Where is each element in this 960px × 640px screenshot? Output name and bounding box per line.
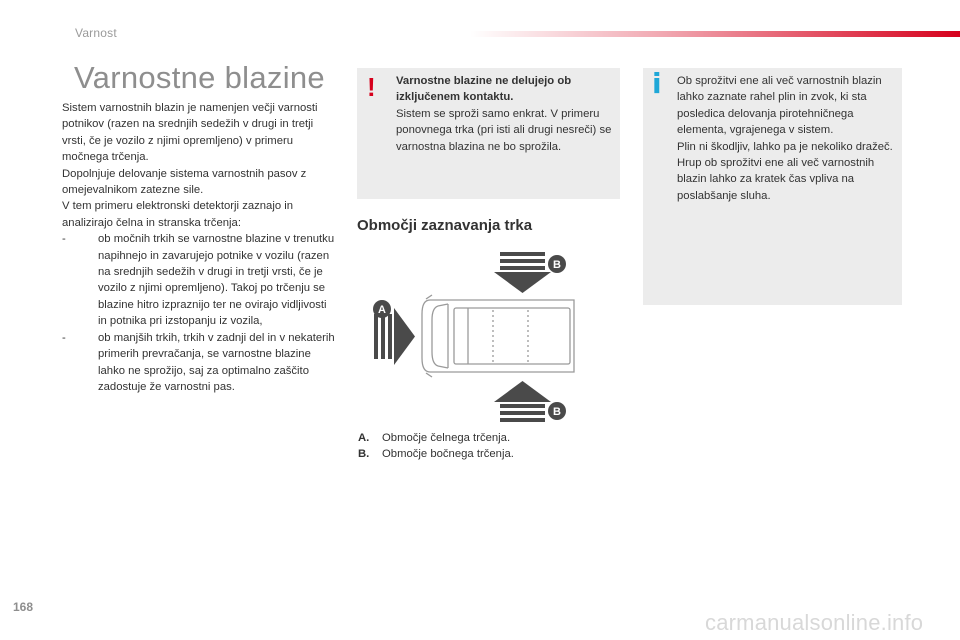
page-title: Varnostne blazine [74,60,325,95]
label-badge-b-top [548,255,566,273]
side-impact-arrow-top [494,252,551,293]
bullet-dash: - [62,331,66,344]
label-b-bottom: B [553,406,561,418]
warning-body: Sistem se sproži samo enkrat. V primeru ponovnega trka (pri isti ali drugi nesreči) se varnostna blazina ne bo sprožila. [396,107,612,153]
page-number: 168 [13,600,34,614]
legend-item [358,446,618,462]
bullet-text: ob močnih trkih se varnostne blazine v trenutku napihnejo in zavarujejo potnike v vozilu (razen na srednjih sedežih v drugi in tretji vrsti, če je vozilo z njimi opremljeno). Takoj po trčenju se blazine hitro izpraznijo ter ne ovirajo vidljivosti in potnika pri izstopanju iz vozila, [98,233,335,328]
label-badge-a [373,300,391,318]
header-rule [470,31,960,37]
bullet-item [62,231,337,329]
intro-paragraph: Sistem varnostnih blazin je namenjen večji varnosti potnikov (razen na srednjih sedežih v drugi in tretji vrsti, če je vozilo z njimi opremljeno) v primeru močnega trčenja. [62,102,318,164]
label-badge-b-bottom [548,402,566,420]
info-icon: i [652,67,662,100]
intro-text [62,100,337,395]
legend-key: A. [358,432,370,444]
info-paragraph: Plin ni škodljiv, lahko pa je nekoliko dražeč. [677,140,893,153]
label-a: A [378,304,386,316]
bullet-item [62,330,337,396]
intro-paragraph: Dopolnjuje delovanje sistema varnostnih pasov z omejevalnikom zatezne sile. [62,167,307,197]
side-impact-arrow-bottom [494,381,551,422]
info-paragraph: Ob sprožitvi ene ali več varnostnih blazin lahko zaznate rahel plin in zvok, ki sta posledica delovanja pirotehničnega elementa, vgrajenega v sistem. [677,75,882,137]
bullet-text: ob manjših trkih, trkih v zadnji del in v nekaterih primerih prevračanja, se varnostne blazine lahko ne sprožijo, saj za optimalno zaščito zadostuje že varnostni pas. [98,331,335,393]
legend-text: Območje čelnega trčenja. [382,432,511,444]
bullet-dash: - [62,233,66,246]
info-paragraph: Hrup ob sprožitvi ene ali več varnostnih blazin lahko za kratek čas vpliva na poslabšanje sluha. [677,157,875,202]
info-text [677,73,897,204]
watermark: carmanualsonline.info [705,610,924,635]
intro-paragraph: V tem primeru elektronski detektorji zaznajo in analizirajo čelna in stranska trčenja: [62,200,294,229]
collision-zones-diagram [368,248,578,426]
section-label: Varnost [75,26,117,40]
exclamation-icon: ! [367,72,376,102]
warning-title: Varnostne blazine ne delujejo ob izključenem kontaktu. [396,75,572,104]
legend-item [358,430,618,446]
diagram-legend [358,430,618,463]
legend-key: B. [358,448,370,461]
legend-text: Območje bočnega trčenja. [382,448,514,461]
van-top-view [422,295,574,377]
warning-text [396,73,616,155]
label-b-top: B [553,259,561,271]
zones-heading: Območji zaznavanja trka [357,217,533,234]
